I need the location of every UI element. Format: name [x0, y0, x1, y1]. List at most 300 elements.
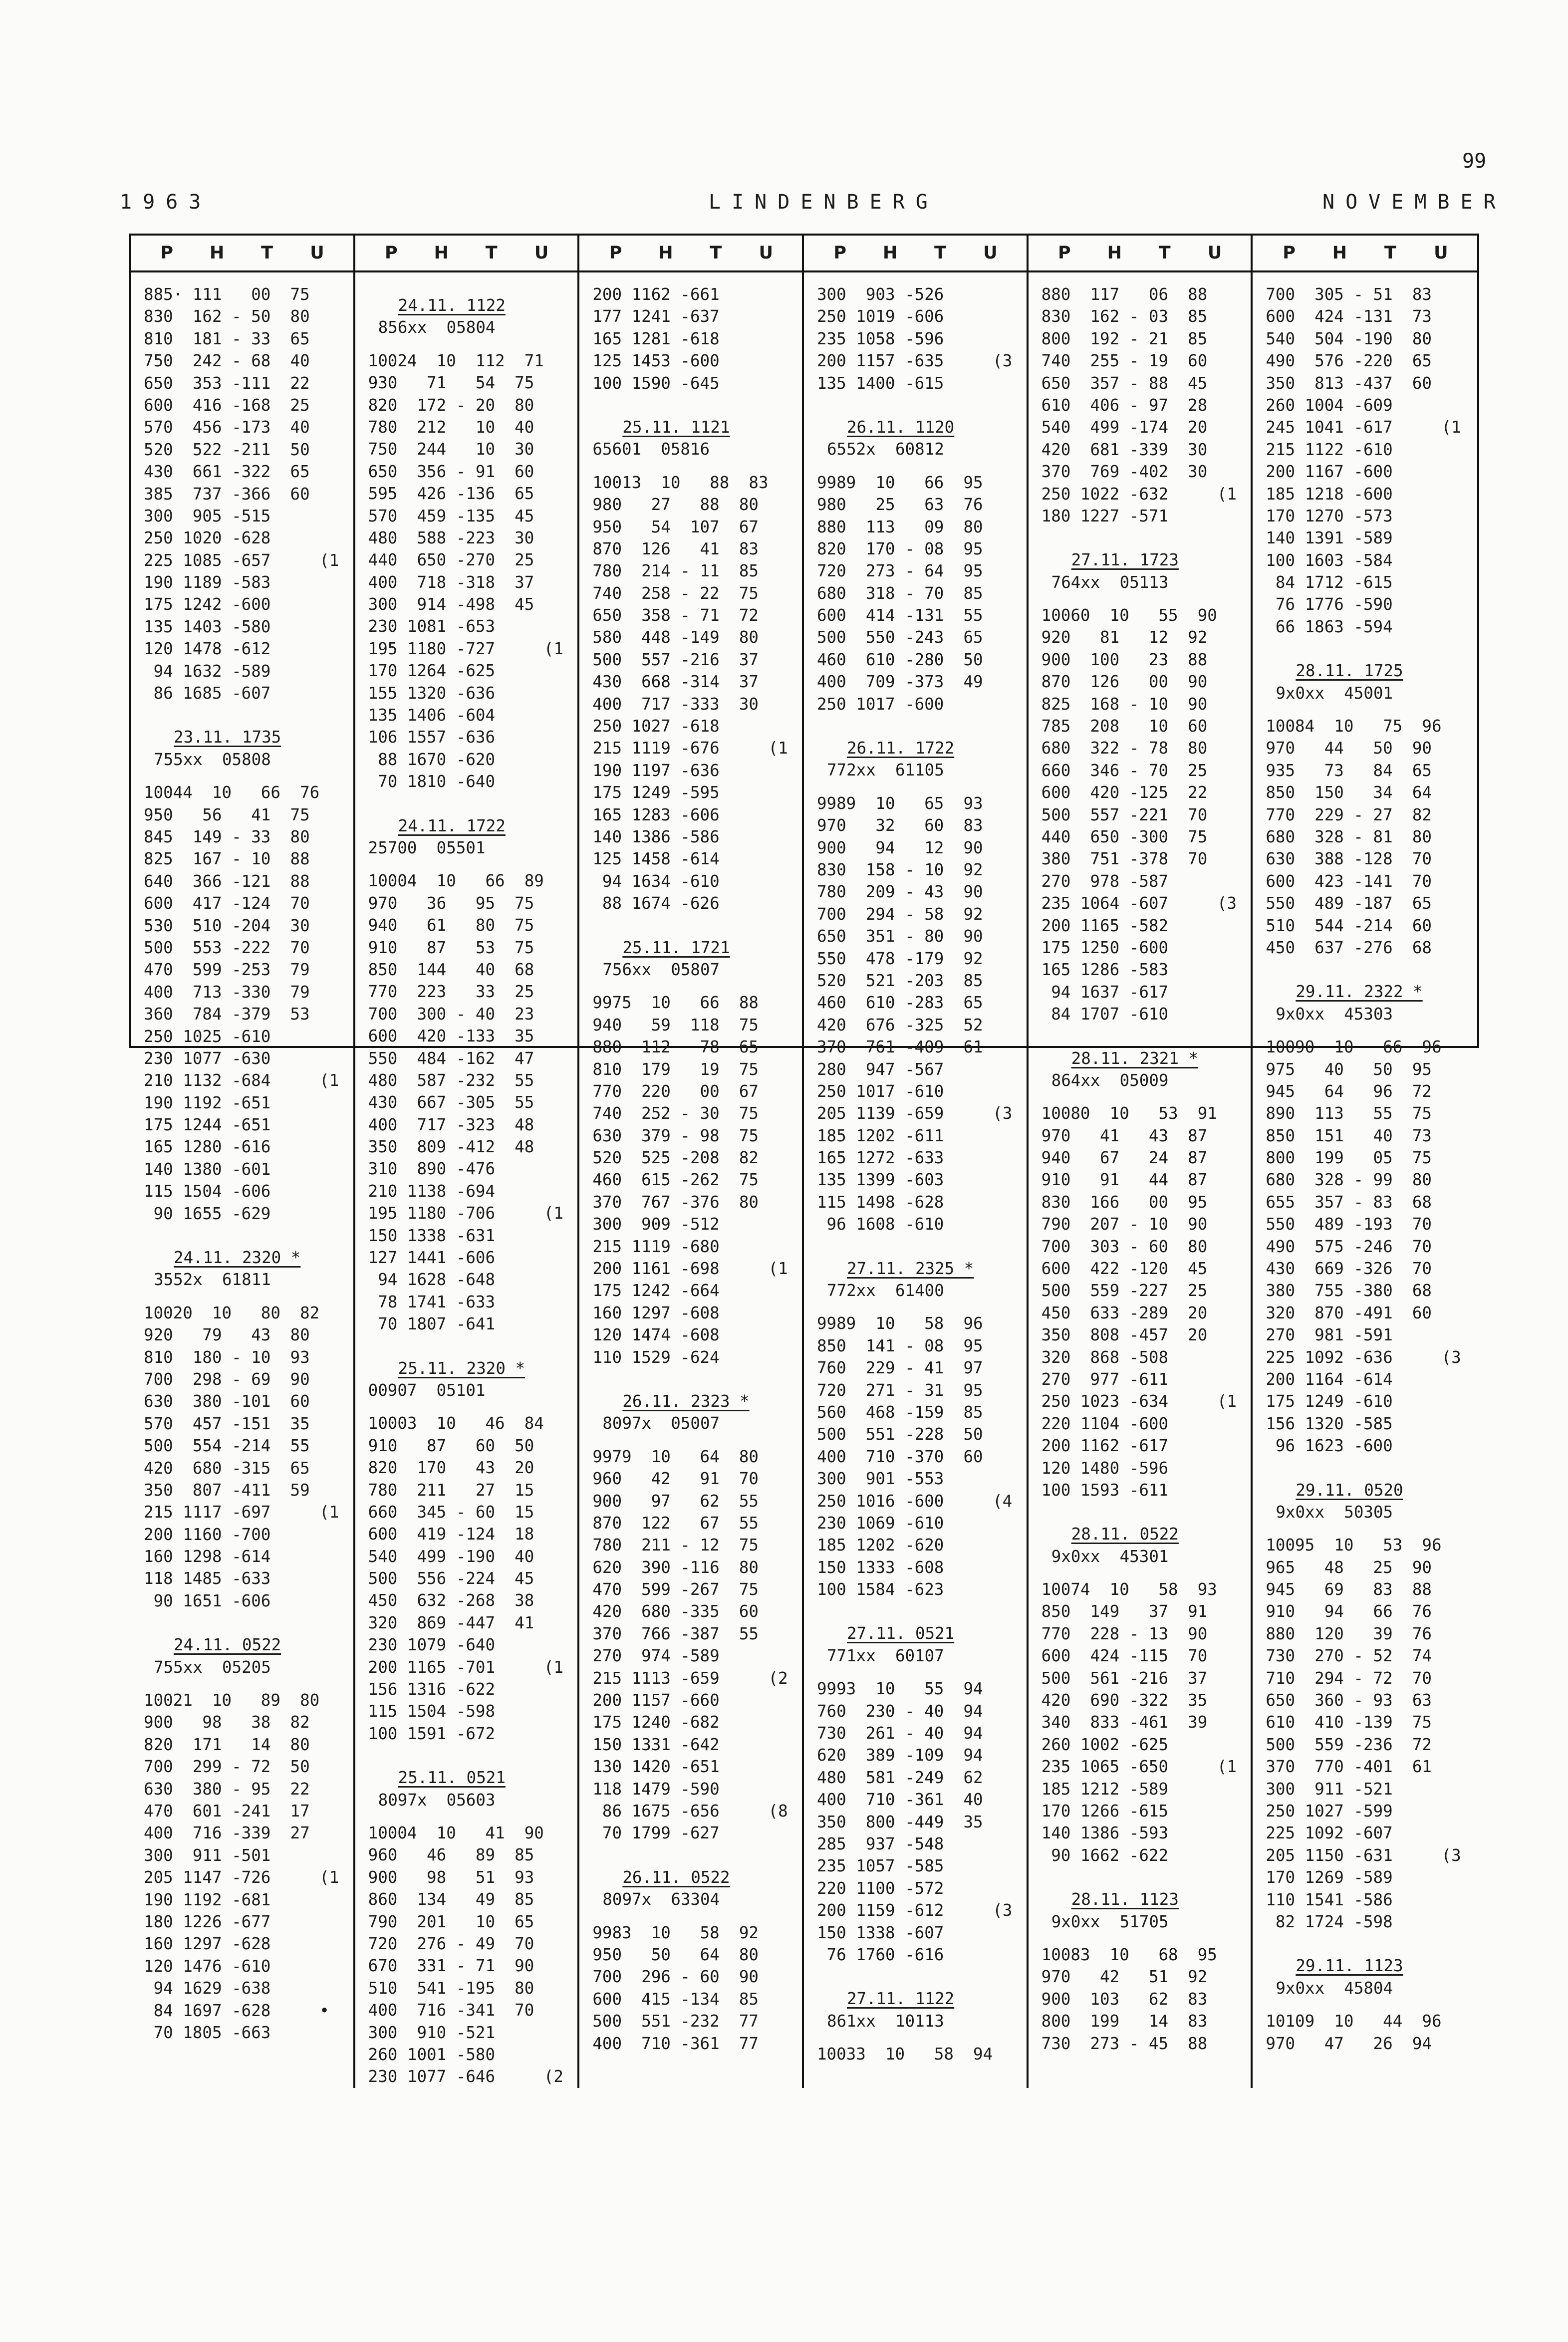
data-row: 165 1272 -633	[816, 1148, 944, 1168]
data-row: 880 112 78 65	[592, 1038, 759, 1057]
data-row: 9989 10 65 93	[816, 793, 983, 813]
data-row: 800 199 14 83	[1041, 2012, 1208, 2031]
data-row: 750 242 - 68 40	[144, 351, 310, 371]
data-row: 205 1150 -631 (3	[1266, 1845, 1461, 1865]
data-row: 88 1674 -626	[592, 894, 720, 913]
data-row: 520 521 -203 85	[816, 971, 983, 990]
column-header: P	[160, 243, 174, 263]
header-station: LINDENBERG	[709, 191, 939, 214]
data-row: 820 170 - 08 95	[816, 539, 983, 558]
data-row: 250 1016 -600 (4	[816, 1491, 1013, 1511]
spacer	[144, 1236, 346, 1247]
data-row: 700 303 - 60 80	[1041, 1237, 1208, 1256]
data-row: 420 680 -315 65	[144, 1458, 310, 1478]
data-row: 540 504 -190 80	[1266, 329, 1432, 348]
data-row: 975 40 50 95	[1266, 1059, 1432, 1079]
data-row: 210 1138 -694	[368, 1181, 496, 1201]
data-row: 177 1241 -637	[592, 307, 720, 326]
data-row: 850 144 40 68	[368, 960, 534, 979]
data-row: 600 423 -141 70	[1266, 871, 1432, 891]
spacer	[817, 1247, 1020, 1258]
data-row: 430 667 -305 55	[368, 1093, 534, 1112]
data-row: 490 576 -220 65	[1266, 351, 1432, 371]
data-row: 850 149 37 91	[1041, 1602, 1208, 1621]
data-row: 450 632 -268 38	[368, 1591, 534, 1610]
data-row: 980 27 88 80	[592, 495, 759, 515]
data-row: 135 1406 -604	[368, 706, 496, 725]
data-row: 550 478 -179 92	[816, 949, 983, 968]
data-row: 245 1041 -617 (1	[1266, 418, 1461, 437]
column-header: U	[759, 243, 773, 263]
column-header: H	[1107, 243, 1122, 263]
data-row: 160 1297 -608	[592, 1303, 720, 1322]
data-row: 160 1297 -628	[144, 1934, 271, 1954]
sounding-date: 24.11. 1122	[398, 296, 506, 315]
data-row: 940 67 24 87	[1041, 1148, 1208, 1168]
data-row: 850 151 40 73	[1266, 1126, 1432, 1145]
data-row: 510 544 -214 60	[1266, 916, 1432, 935]
data-row: 790 207 - 10 90	[1041, 1215, 1208, 1234]
data-row: 10004 10 41 90	[368, 1823, 544, 1842]
data-row: 420 690 -322 35	[1041, 1691, 1208, 1710]
table-column	[355, 236, 580, 2088]
spacer	[817, 1667, 1020, 1678]
spacer	[368, 1745, 571, 1756]
data-row: 235 1057 -585	[816, 1856, 944, 1876]
data-row: 160 1298 -614	[144, 1547, 271, 1566]
data-row: 710 294 - 72 70	[1266, 1668, 1432, 1688]
data-row: 780 212 10 40	[368, 417, 534, 437]
data-row: 500 551 -228 50	[816, 1425, 983, 1444]
data-row: 370 769 -402 30	[1041, 462, 1208, 482]
column-header: U	[983, 243, 998, 263]
station-code: 772xx 61105	[826, 761, 944, 780]
data-row: 880 117 06 88	[1041, 285, 1208, 304]
spacer	[817, 715, 1020, 726]
column-header: H	[209, 243, 225, 263]
data-row: 120 1474 -608	[592, 1325, 720, 1345]
data-row: 450 633 -289 20	[1041, 1303, 1208, 1322]
data-row: 140 1386 -593	[1041, 1823, 1169, 1843]
sounding-table	[129, 234, 1479, 2086]
station-code: 9x0xx 50305	[1276, 1502, 1393, 1522]
sounding-date: 23.11. 1735	[174, 728, 281, 747]
spacer	[817, 1966, 1020, 1977]
table-column	[579, 236, 804, 2088]
data-row: 10021 10 89 80	[144, 1691, 320, 1710]
data-row: 810 180 - 10 93	[144, 1347, 310, 1367]
data-row: 285 937 -548	[816, 1834, 944, 1853]
data-row: 170 1270 -573	[1266, 506, 1393, 525]
sounding-date: 27.11. 1122	[846, 1989, 955, 2009]
sounding-date: 25.11. 2320 *	[398, 1358, 525, 1378]
column-header: P	[1283, 243, 1296, 263]
data-row: 570 457 -151 35	[144, 1414, 310, 1433]
data-row: 175 1244 -651	[144, 1115, 271, 1135]
data-row: 270 974 -589	[592, 1646, 720, 1666]
data-row: 175 1249 -595	[592, 783, 720, 802]
station-code: 756xx 05807	[602, 960, 720, 979]
data-row: 230 1079 -640	[368, 1635, 496, 1655]
spacer	[1266, 1999, 1470, 2010]
data-row: 860 134 49 85	[368, 1890, 534, 1909]
spacer	[1266, 1944, 1470, 1955]
spacer	[817, 781, 1020, 792]
data-row: 945 69 83 88	[1266, 1580, 1432, 1599]
data-row: 970 36 95 75	[368, 893, 534, 913]
data-row: 65601 05816	[592, 440, 710, 459]
data-row: 100 1603 -584	[1266, 550, 1393, 570]
data-row: 830 162 - 50 80	[144, 307, 310, 326]
table-column	[131, 236, 355, 2088]
data-row: 200 1159 -612 (3	[816, 1901, 1013, 1920]
data-row: 780 211 27 15	[368, 1480, 534, 1500]
data-row: 230 1077 -630	[144, 1048, 271, 1068]
data-row: 610 410 -139 75	[1266, 1713, 1432, 1732]
data-row: 380 751 -378 70	[1041, 849, 1208, 869]
data-row: 670 331 - 71 90	[368, 1956, 534, 1976]
data-row: 270 981 -591	[1266, 1325, 1393, 1345]
data-row: 156 1316 -622	[368, 1680, 496, 1699]
data-row: 9979 10 64 80	[592, 1447, 759, 1466]
data-row: 885· 111 00 75	[144, 285, 310, 304]
data-row: 540 499 -174 20	[1041, 418, 1208, 437]
data-row: 490 575 -246 70	[1266, 1237, 1432, 1256]
data-row: 600 424 -115 70	[1041, 1646, 1208, 1666]
data-row: 140 1386 -586	[592, 827, 720, 846]
data-row: 185 1202 -620	[816, 1536, 944, 1555]
data-row: 570 456 -173 40	[144, 418, 310, 437]
data-row: 350 800 -449 35	[816, 1812, 983, 1831]
data-row: 450 637 -276 68	[1266, 938, 1432, 957]
spacer	[1266, 704, 1470, 715]
spacer	[368, 859, 571, 870]
station-code: 864xx 05009	[1051, 1070, 1169, 1090]
sounding-date: 28.11. 1123	[1071, 1890, 1179, 1909]
data-row: 86 1685 -607	[144, 684, 271, 703]
column-header: P	[1058, 243, 1071, 263]
spacer	[1042, 527, 1244, 538]
spacer	[368, 283, 571, 294]
data-row: 820 172 - 20 80	[368, 395, 534, 415]
data-row: 800 199 05 75	[1266, 1148, 1432, 1168]
data-row: 845 149 - 33 80	[144, 827, 310, 846]
data-row: 400 716 -341 70	[368, 2001, 534, 2020]
data-row: 600 416 -168 25	[144, 395, 310, 415]
spacer	[368, 793, 571, 804]
data-row: 825 168 - 10 90	[1041, 694, 1208, 714]
spacer	[592, 1368, 795, 1379]
data-row: 270 978 -587	[1041, 871, 1169, 891]
data-row: 9989 10 66 95	[816, 473, 983, 492]
data-row: 215 1117 -697 (1	[144, 1503, 339, 1522]
data-row: 400 710 -361 77	[592, 2034, 759, 2053]
header-year: 1963	[120, 191, 212, 214]
column-body	[1029, 272, 1251, 2055]
data-row: 175 1242 -664	[592, 1281, 720, 1301]
data-row: 170 1266 -615	[1041, 1802, 1169, 1821]
column-header: T	[1384, 243, 1396, 263]
spacer	[144, 1678, 346, 1689]
data-row: 770 223 33 25	[368, 982, 534, 1002]
data-row: 440 650 -270 25	[368, 550, 534, 570]
spacer	[592, 1855, 795, 1866]
data-row: 650 356 - 91 60	[368, 462, 534, 481]
data-row: 740 255 - 19 60	[1041, 351, 1208, 371]
data-row: 310 890 -476	[368, 1159, 496, 1179]
data-row: 890 113 55 75	[1266, 1104, 1432, 1123]
data-row: 830 158 - 10 92	[816, 860, 983, 879]
data-row: 680 322 - 78 80	[1041, 739, 1208, 758]
data-row: 520 522 -211 50	[144, 440, 310, 459]
data-row: 350 813 -437 60	[1266, 373, 1432, 393]
data-row: 850 141 - 08 95	[816, 1336, 983, 1355]
data-row: 300 905 -515	[144, 506, 271, 525]
data-row: 115 1504 -606	[144, 1182, 271, 1201]
data-row: 370 761 -409 61	[816, 1038, 983, 1057]
station-code: 9x0xx 45301	[1051, 1547, 1169, 1566]
data-row: 300 909 -512	[592, 1215, 720, 1234]
data-row: 720 276 - 49 70	[368, 1934, 534, 1953]
spacer	[592, 405, 795, 416]
data-row: 420 676 -325 52	[816, 1015, 983, 1035]
data-row: 185 1218 -600	[1266, 484, 1393, 504]
data-row: 460 610 -283 65	[816, 993, 983, 1013]
column-header: U	[534, 243, 549, 263]
sounding-date: 28.11. 1725	[1296, 661, 1403, 681]
data-row: 10004 10 66 89	[368, 871, 544, 891]
data-row: 225 1092 -636 (3	[1266, 1347, 1461, 1367]
spacer	[368, 1335, 571, 1346]
data-row: 820 170 43 20	[368, 1458, 534, 1478]
data-row: 94 1632 -589	[144, 661, 271, 681]
spacer	[368, 1756, 571, 1767]
data-row: 350 807 -411 59	[144, 1480, 310, 1500]
data-row: 250 1017 -600	[816, 694, 944, 714]
data-row: 500 559 -227 25	[1041, 1281, 1208, 1301]
sounding-date: 25.11. 1721	[622, 938, 730, 957]
data-row: 10090 10 66 96	[1266, 1038, 1442, 1057]
data-row: 300 911 -521	[1266, 1779, 1393, 1799]
data-row: 400 713 -330 79	[144, 982, 310, 1002]
data-row: 960 42 91 70	[592, 1469, 759, 1489]
sounding-date: 24.11. 0522	[174, 1635, 281, 1655]
data-row: 730 273 - 45 88	[1041, 2034, 1208, 2053]
data-row: 180 1226 -677	[144, 1912, 271, 1931]
data-row: 350 808 -457 20	[1041, 1325, 1208, 1345]
spacer	[817, 2032, 1020, 2043]
spacer	[592, 394, 795, 405]
data-row: 400 710 -370 60	[816, 1447, 983, 1466]
sounding-date: 27.11. 2325 *	[846, 1259, 974, 1278]
data-row: 9975 10 66 88	[592, 993, 759, 1013]
data-row: 950 50 64 80	[592, 1945, 759, 1964]
spacer	[144, 1612, 346, 1623]
column-header: U	[1207, 243, 1222, 263]
data-row: 700 300 - 40 23	[368, 1004, 534, 1024]
spacer	[817, 1611, 1020, 1622]
data-row: 520 525 -208 82	[592, 1148, 759, 1168]
data-row: 190 1197 -636	[592, 761, 720, 780]
column-body	[1253, 272, 1477, 2055]
data-row: 500 559 -236 72	[1266, 1735, 1432, 1754]
column-header: P	[833, 243, 847, 263]
data-row: 150 1331 -642	[592, 1735, 720, 1754]
sounding-date: 27.11. 0521	[846, 1624, 955, 1643]
spacer	[368, 1811, 571, 1822]
station-code: 8097x 63304	[602, 1890, 720, 1909]
spacer	[1042, 1512, 1244, 1523]
data-row: 10083 10 68 95	[1041, 1945, 1217, 1964]
spacer	[1266, 1933, 1470, 1944]
data-row: 580 448 -149 80	[592, 628, 759, 647]
data-row: 980 25 63 76	[816, 495, 983, 515]
data-row: 150 1333 -608	[816, 1558, 944, 1577]
data-row: 880 120 39 76	[1266, 1624, 1432, 1643]
data-row: 200 1157 -635 (3	[816, 351, 1013, 371]
data-row: 250 1027 -599	[1266, 1802, 1393, 1821]
station-code: 856xx 05804	[378, 318, 496, 337]
data-row: 500 561 -216 37	[1041, 1668, 1208, 1688]
data-row: 200 1157 -660	[592, 1691, 720, 1710]
spacer	[592, 1435, 795, 1446]
data-row: 250 1023 -634 (1	[1041, 1392, 1237, 1411]
data-row: 260 1001 -580	[368, 2045, 496, 2064]
data-row: 250 1017 -610	[816, 1081, 944, 1101]
data-row: 10020 10 80 82	[144, 1303, 320, 1322]
spacer	[368, 1401, 571, 1412]
data-row: 940 61 80 75	[368, 916, 534, 935]
data-row: 970 42 51 92	[1041, 1967, 1208, 1987]
data-row: 220 1100 -572	[816, 1878, 944, 1898]
data-row: 730 270 - 52 74	[1266, 1646, 1432, 1666]
data-row: 280 947 -567	[816, 1059, 944, 1079]
spacer	[1042, 1037, 1244, 1047]
data-row: 850 150 34 64	[1266, 783, 1432, 802]
column-body	[355, 272, 578, 2088]
data-row: 84 1697 -628 •	[144, 2001, 329, 2020]
spacer	[1042, 1091, 1244, 1102]
station-code: 9x0xx 45303	[1276, 1004, 1393, 1024]
station-code: 861xx 10113	[826, 2011, 944, 2031]
column-header-row	[1253, 236, 1477, 272]
data-row: 550 489 -187 65	[1266, 894, 1432, 913]
column-header: H	[1332, 243, 1347, 263]
data-row: 130 1420 -651	[592, 1757, 720, 1777]
spacer	[1042, 538, 1244, 549]
spacer	[1266, 649, 1470, 660]
data-row: 70 1810 -640	[368, 772, 496, 791]
data-row: 205 1139 -659 (3	[816, 1104, 1013, 1123]
data-row: 175 1249 -610	[1266, 1392, 1393, 1411]
spacer	[1266, 638, 1470, 649]
data-row: 400 709 -373 49	[816, 672, 983, 692]
data-row: 200 1162 -661	[592, 285, 720, 304]
column-header: T	[485, 243, 498, 263]
spacer	[144, 1291, 346, 1302]
data-row: 96 1623 -600	[1266, 1436, 1393, 1456]
column-header: P	[609, 243, 622, 263]
spacer	[368, 1346, 571, 1357]
data-row: 210 1132 -684 (1	[144, 1071, 339, 1090]
spacer	[817, 461, 1020, 472]
data-row: 900 97 62 55	[592, 1491, 759, 1511]
data-row: 250 1022 -632 (1	[1041, 484, 1237, 504]
spacer	[1042, 1866, 1244, 1877]
data-row: 180 1227 -571	[1041, 506, 1169, 525]
data-row: 320 870 -491 60	[1266, 1303, 1432, 1322]
sounding-date: 26.11. 0522	[622, 1867, 730, 1887]
data-row: 175 1242 -600	[144, 595, 271, 614]
spacer	[368, 804, 571, 815]
data-row: 10044 10 66 76	[144, 783, 320, 802]
spacer	[1266, 1457, 1470, 1468]
data-row: 205 1147 -726 (1	[144, 1868, 339, 1887]
spacer	[817, 1977, 1020, 1988]
spacer	[1266, 1468, 1470, 1479]
data-row: 94 1637 -617	[1041, 982, 1169, 1002]
data-row: 470 601 -241 17	[144, 1802, 310, 1821]
data-row: 70 1807 -641	[368, 1314, 496, 1334]
data-row: 100 1584 -623	[816, 1580, 944, 1599]
data-row: 94 1628 -648	[368, 1270, 496, 1290]
data-row: 76 1776 -590	[1266, 595, 1393, 614]
column-body	[131, 272, 353, 2044]
data-row: 700 298 - 69 90	[144, 1369, 310, 1389]
data-row: 82 1724 -598	[1266, 1912, 1393, 1931]
data-row: 800 192 - 21 85	[1041, 329, 1208, 348]
data-row: 870 126 41 83	[592, 539, 759, 558]
data-row: 200 1161 -698 (1	[592, 1259, 788, 1279]
data-row: 200 1164 -614	[1266, 1369, 1393, 1389]
data-row: 950 54 107 67	[592, 517, 759, 536]
data-row: 900 100 23 88	[1041, 650, 1208, 669]
data-row: 600 414 -131 55	[816, 606, 983, 625]
data-row: 25700 05501	[368, 838, 486, 857]
data-row: 90 1655 -629	[144, 1204, 271, 1223]
data-row: 550 489 -193 70	[1266, 1215, 1432, 1234]
data-row: 9989 10 58 96	[816, 1314, 983, 1333]
data-row: 630 379 - 98 75	[592, 1126, 759, 1145]
spacer	[1042, 1877, 1244, 1888]
data-row: 195 1180 -727 (1	[368, 639, 563, 658]
data-row: 770 229 - 27 82	[1266, 805, 1432, 824]
sounding-date: 28.11. 2321 *	[1071, 1048, 1199, 1068]
data-row: 900 98 38 82	[144, 1713, 310, 1732]
data-row: 750 244 10 30	[368, 440, 534, 459]
data-row: 90 1651 -606	[144, 1591, 271, 1610]
spacer	[817, 405, 1020, 416]
data-row: 200 1160 -700	[144, 1525, 271, 1544]
sounding-date: 28.11. 0522	[1071, 1525, 1179, 1544]
data-row: 970 44 50 90	[1266, 739, 1432, 758]
data-row: 400 716 -339 27	[144, 1823, 310, 1843]
data-row: 930 71 54 75	[368, 373, 534, 393]
data-row: 185 1212 -589	[1041, 1779, 1169, 1799]
page-number: 99	[1462, 150, 1487, 173]
spacer	[1266, 1025, 1470, 1036]
sounding-date: 27.11. 1723	[1071, 550, 1179, 570]
data-row: 470 599 -253 79	[144, 960, 310, 980]
data-row: 600 417 -124 70	[144, 894, 310, 913]
column-header: T	[710, 243, 722, 263]
spacer	[592, 1844, 795, 1855]
data-row: 10024 10 112 71	[368, 351, 544, 370]
data-row: 760 230 - 40 94	[816, 1701, 983, 1721]
data-row: 825 167 - 10 88	[144, 849, 310, 869]
data-row: 10095 10 53 96	[1266, 1536, 1442, 1555]
data-row: 500 556 -224 45	[368, 1569, 534, 1588]
